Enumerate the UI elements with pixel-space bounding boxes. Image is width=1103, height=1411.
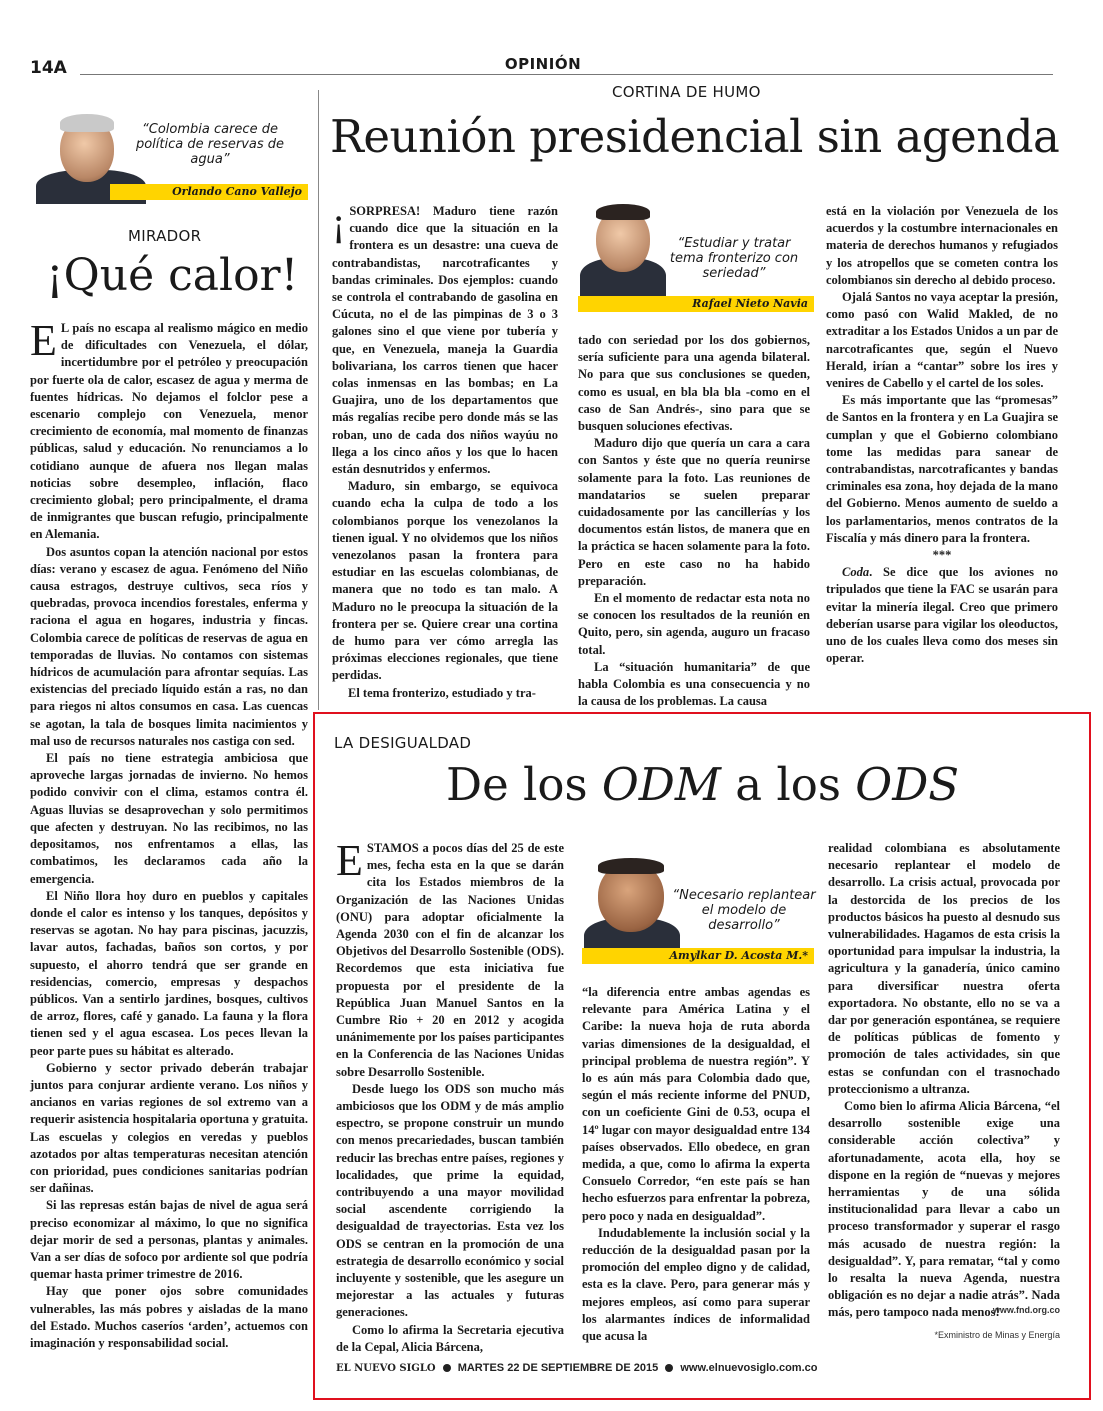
article-body: E L país no escapa al realismo mágico en medio de dificultades con Venezuela, el dólar, incertidumbre por el petróleo y preocupación por fuerte ola de calor, escasez de agua y merma de fuentes hídricas. No dejamos el folclor pese a escenario complejo con Venezuela, menor crecimiento de economía, mal momento de finanzas públicas, salud y educación. No renunciamos a lo cotidiano aunque de afuera nos llegan malas noticias sobre desempleo, inflación, flaco crecimiento global; pero principalmente, el drama de inmigrantes que buscan refugio, principalmente en Alemania. Dos asuntos copan la atención nacional por estos días: verano y escasez de agua. Fenómeno del Niño causa estragos, destruye cultivos, seca ríos y quebradas, provoca incendios forestales, enferma y raciona el agua en hogares, industria y fincas. Colombia carece de políticas de reservas de agua en temporadas de lluvias. No contamos con sistemas hídricos de acumulación para afrontar sequías. Las existencias del preciado líquido están a ras, no dan para riegos ni altos consumos en casa. Las cuencas se agotan, la tala de bosques limita nacimientos y mal uso de recursos naturales nos castiga con sed. El país no tiene estrategia ambiciosa que aproveche largas jornadas de invierno. No hemos podido convivir con el clima, estamos contra él. Aguas lluvias se desaprovechan y solo permitimos que afecten y destruyan. No las recibimos, no las depositamos, nos enfrentamos a ellas, las combatimos, les declaramos cada año la emergencia. El Niño llora hoy duro en pueblos y capitales donde el calor es intenso y los tanques, depósitos y reservas se agotan. No hay para piscinas, jacuzzis, lavar autos, fachadas, baños son cortos, y por supuesto, el ahorro tendrá que ser grande en residencias, comercio, empresas y despachos públicos. Van a sentirlo jardines, bosques, cultivos de arroz, flores, café y ganado. La fauna y la flora tienen sed y el agua escasea. Los peces llevan la peor parte pues su hábitat es alterado. Gobierno y sector privado deberán trabajar juntos para conjurar ardiente verano. Los niños y ancianos en varias regiones de sol extremo van a requerir asistencia hospitalaria oportuna y gratuita. Las escuelas y colegios en veredas y pueblos azotados por altas temperaturas necesitan atención con prioridad, pues condiciones sanitarias podrían ser dañinas. Si las represas están bajas de nivel de agua será preciso economizar al máximo, lo que no significa dejar morir de sed a personas, plantas y animales. Van a ser días de sofoco por ardiente sol que podría quemar hasta primer trimestre de 2016. Hay que poner ojos sobre comunidades vulnerables, las más pobres y aisladas de la mano del Estado. Muchos caseríos ‘arden’, actuemos con imaginación y responsabilidad social.: [30, 316, 308, 1350]
article-body-col3: realidad colombiana es absolutamente necesario replantear el modelo de desarrollo. La crisis actual, provocada por la destorcida de los precios de los productos básicos ha puesto al desnudo sus vulnerabilidades. Hagamos de esta crisis la oportunidad para impulsar la industria, la agricultura y la ganadería, único camino para diversificar nuestra oferta exportadora. No obstante, ello no se va a dar por generación espontánea, se requiere de políticas públicas de fomento y promoción de tales actividades, sin que estas se confundan con el trasnochado proteccionismo a ultranza. Como bien lo afirma Alicia Bárcena, “el desarrollo sostenible exige una considerable acción colectiva” y afortunadamente, acota ella, hoy se dispone en la región de “nuevas y mejores herramientas y de una sólida institucionalidad para llevar a cabo un proceso transformador y superar el rasgo más acusado de nuestra región: la desigualdad”. Y, para rematar, “tal y como lo resalta la nueva Agenda, nuestra obligación es no dejar a nadie atrás”. Nada más, pero tampoco nada menos!: [828, 841, 1060, 1320]
drop-cap: ¡: [332, 199, 346, 244]
article-body-col1: ESTAMOS a pocos días del 25 de este mes, fecha esta en la que se darán cita los Estados miembros de la Organización de las Naciones Unidas (ONU) para adoptar oficialmente la Agenda 2030 con el fin de alcanzar los Objetivos del Desarrollo Sostenible (ODS). Recordemos que esta iniciativa fue propuesta por el presidente de la República Juan Manuel Santos en la Cumbre Rio + 20 en 2012 y acogida unánimemente por los países participantes en la Conferencia de las Naciones Unidas sobre Desarrollo Sostenible. Desde luego los ODS son mucho más ambiciosos que los ODM y de más amplio espectro, se propone construir un mundo con menos precariedades, buscan también reducir las brechas entre países, regiones y localidades, que prime la equidad, contribuyendo a una mayor movilidad social ascendente corrigiendo la desigualdad de trayectorias. Esta vez los ODS se centran en la promoción de una estrategia de desarrollo económico y social incluyente y sostenible, que les asegure un mejorestar a las actuales y futuras generaciones. Como lo afirma la Secretaria ejecutiva de la Cepal, Alicia Bárcena,: [336, 836, 564, 1354]
issue-date: MARTES 22 DE SEPTIEMBRE DE 2015: [457, 1362, 659, 1374]
page-number: 14A: [30, 58, 67, 78]
author-name: Rafael Nieto Navia: [578, 296, 814, 312]
article-body-col2: “la diferencia entre ambas agendas es relevante para América Latina y el Caribe: la nueva hoja de ruta aborda varias dimensiones de la desigualdad, el principal problema de nuestra región”. Y lo es aún más para Colombia dado que, según el más reciente informe del PNUD, con un coeficiente Gini de 0.53, ocupa el 14º lugar con mayor desigualdad entre 134 países observados. Ello obedece, en gran medida, a que, como lo afirma la experta Consuelo Corredor, “en este país se han hecho esfuerzos para enfrentar la pobreza, pero poco y nada en desigualdad”. Indudablemente la inclusión social y la reducción de la desigualdad pasan por la promoción del empleo digno y de calidad, esta es la clave. Pero, para generar más y mejores empleos, así como para superar los alarmantes índices de informalidad que acusa la: [582, 985, 810, 1344]
column-divider: [318, 90, 319, 710]
article-headline: Reunión presidencial sin agenda: [330, 110, 1060, 163]
article-kicker: LA DESIGUALDAD: [334, 734, 472, 752]
pull-quote: “Colombia carece de política de reservas de agua”: [135, 122, 285, 167]
author-photo: [582, 852, 682, 956]
coda-label: Coda: [842, 565, 870, 580]
website-link[interactable]: www.elnuevosiglo.com.co: [680, 1362, 818, 1374]
pull-quote: “Estudiar y tratar tema fronterizo con seriedad”: [669, 236, 799, 281]
header-rule: [80, 74, 1053, 75]
author-name: Amylkar D. Acosta M.*: [582, 948, 814, 964]
section-title: OPINIÓN: [504, 55, 582, 73]
source-link[interactable]: www.fnd.org.co: [992, 1305, 1060, 1315]
bullet-icon: [443, 1364, 451, 1372]
author-name: Orlando Cano Vallejo: [110, 184, 308, 200]
bullet-icon: [665, 1364, 673, 1372]
article-kicker: MIRADOR: [128, 227, 202, 245]
author-photo: [578, 196, 668, 296]
pull-quote: “Necesario replantear el modelo de desarrollo”: [672, 888, 816, 933]
footnote: *Exministro de Minas y Energía: [934, 1330, 1060, 1340]
drop-cap: E: [30, 316, 57, 365]
newspaper-brand: EL NUEVO SIGLO: [336, 1363, 436, 1374]
article-kicker: CORTINA DE HUMO: [612, 83, 761, 101]
article-body-col2: tado con seriedad por los dos gobiernos, sería suficiente para una agenda bilateral. No para que sus conclusiones se queden, como es usual, en bla bla bla -como en el caso de San Andrés-, sino para que se busquen soluciones efectivas. Maduro dijo que quería un cara a cara con Santos y éste que no quería reunirse solamente para la foto. Las reuniones de mandatarios se suelen preparar cuidadosamente por las cancillerías y los documentos están listos, de manera que en la práctica se hacen solamente para la foto. Pero en este caso no ha habido preparación. En el momento de redactar esta nota no se conocen los resultados de la reunión en Quito, pero, sin agenda, auguro un fracaso total. La “situación humanitaria” de que habla Colombia es una consecuencia y no la causa de los problemas. La causa: [578, 333, 810, 709]
drop-cap: E: [336, 836, 363, 885]
article-body-col1: ¡ SORPRESA! Maduro tiene razón cuando dice que la situación en la frontera es un desastre: una cueva de contrabandistas, narcotraficantes y bandas criminales. Dos ejemplos: cuando se controla el contrabando de gasolina en Cúcuta, no el de las pimpinas de 3 o 3 galones sino el que viene por tubería y que, en Venezuela, maneja la Guardia bolivariana, los carros tienen que hacer colas inmensas en las bombas; en La Guajira, uno de los departamentos que más regalías recibe pero donde más se las roban, uno de cada dos niños wayúu no llega a los cinco años y los que lo hacen están desnutridos y enfermos. Maduro, sin embargo, se equivoca cuando echa la culpa de todo a los colombianos porque los venezolanos la tienen igual. Y no olvidemos que los niños venezolanos pasan la frontera para estudiar en las escuelas colombianas, de manera que no todo es tan malo. A Maduro no le preocupa la situación de la frontera per se. Quiere crear una cortina de humo para ver cómo arregla las próximas elecciones regionales, que tiene perdidas. El tema fronterizo, estudiado y tra-: [332, 199, 558, 700]
article-headline: ¡Qué calor!: [46, 250, 299, 301]
article-body-col3: está en la violación por Venezuela de los acuerdos y la costumbre internacionales en materia de derechos humanos y refugiados y los atropellos que se cometen contra los colombianos sin derecho al debido proceso. Ojalá Santos no vaya aceptar la presión, como pasó con Walid Makled, de no extraditar a los Estados Unidos a un par de narcotraficantes que, según el Nuevo Herald, irían a “cantar” sobre los ires y venires de Cabello y el cartel de los soles. Es más importante que las “promesas” de Santos en la frontera y en La Guajira se cumplan y que el Gobierno colombiano tome las medidas para sanear de contrabandistas, narcotraficantes y bandas criminales esa zona, hoy dejada de la mano del Gobierno. Menos aumento de sueldo a los parlamentarios, menos contratos de la Fiscalía y más dinero para la frontera. *** Coda. Se dice que los aviones no tripulados que tiene la FAC se usarán para evitar la minería ilegal. Creo que primero deberían usarse para vigilar los oleoductos, uno de los cuales lleva como dos meses sin operar.: [826, 204, 1058, 666]
article-headline: De los ODM a los ODS: [446, 758, 960, 811]
page-footer: [336, 1362, 817, 1374]
separator-stars: ***: [932, 548, 952, 563]
